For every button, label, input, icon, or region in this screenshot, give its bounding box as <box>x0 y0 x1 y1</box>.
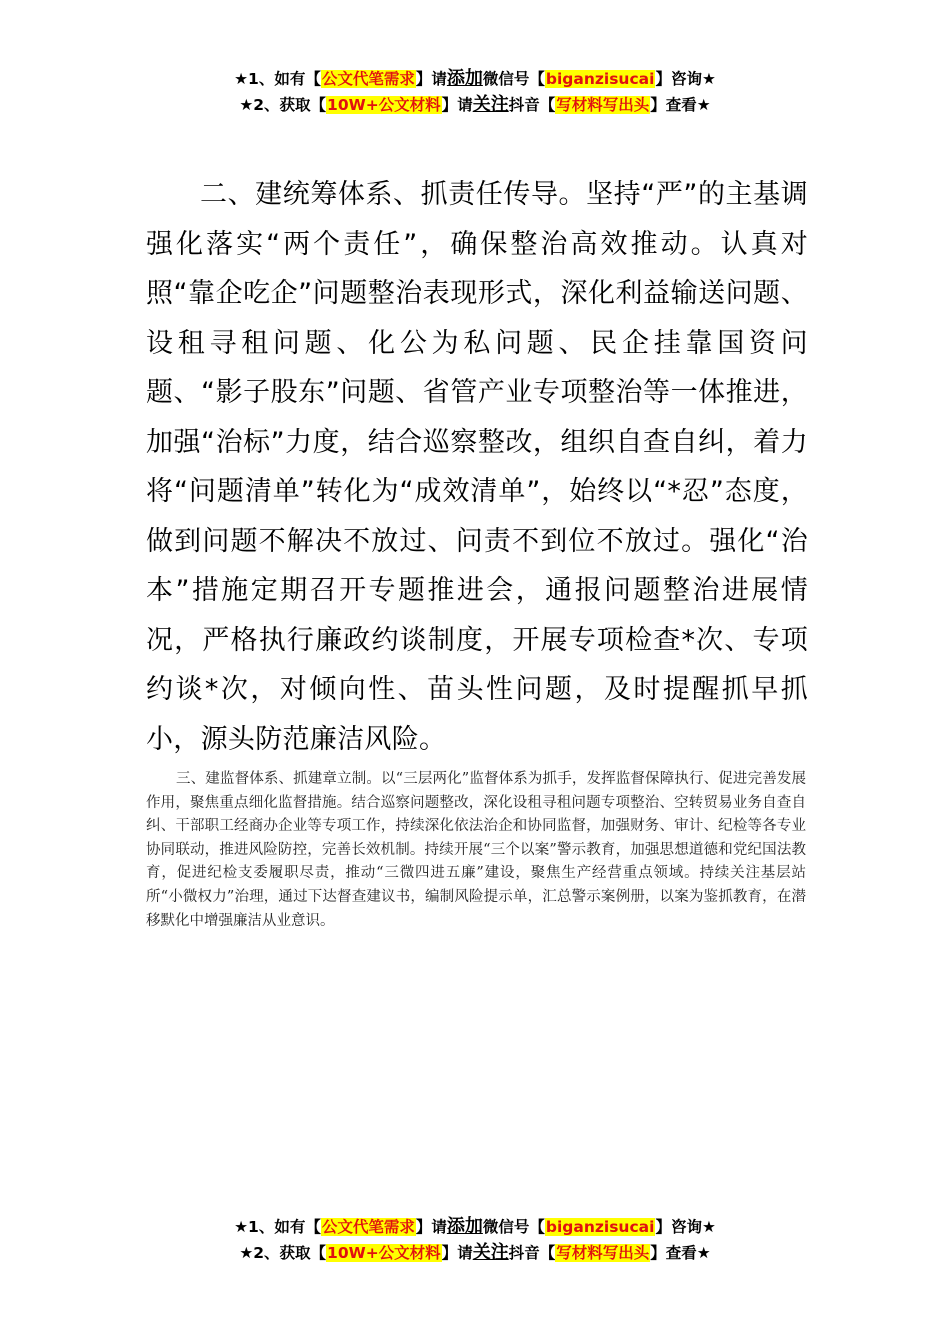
banner-text: ★1、如有【 <box>234 70 321 88</box>
banner-emphasis: 添加 <box>446 68 483 89</box>
banner-highlight: 公文代笔需求 <box>321 1218 415 1236</box>
banner-highlight: 10W+公文材料 <box>327 96 441 114</box>
footer-banner <box>0 1214 950 1266</box>
banner-highlight: 公文代笔需求 <box>321 70 415 88</box>
banner-line-1 <box>0 1214 950 1240</box>
banner-text: 抖音【 <box>508 1244 556 1262</box>
banner-line-2 <box>0 1240 950 1266</box>
banner-text: ★2、获取【 <box>239 96 327 114</box>
banner-emphasis: 关注 <box>472 94 509 115</box>
banner-highlight: biganzisucai <box>545 1218 655 1236</box>
header-banner <box>0 66 950 118</box>
banner-text: 】请 <box>415 1218 447 1236</box>
banner-text: 】请 <box>415 70 447 88</box>
banner-text: 】查看★ <box>650 96 711 114</box>
banner-highlight: biganzisucai <box>545 70 655 88</box>
banner-highlight: 10W+公文材料 <box>327 1244 441 1262</box>
banner-highlight: 写材料写出头 <box>556 1244 650 1262</box>
banner-text: 】请 <box>441 96 473 114</box>
banner-text: ★1、如有【 <box>234 1218 321 1236</box>
banner-line-2 <box>0 92 950 118</box>
banner-text: 】咨询★ <box>655 70 716 88</box>
banner-line-1 <box>0 66 950 92</box>
banner-text: 微信号【 <box>482 1218 545 1236</box>
banner-text: ★2、获取【 <box>239 1244 327 1262</box>
section-2-paragraph: 二、建统筹体系、抓责任传导。坚持“严”的主基调强化落实“两个责任”，确保整治高效推动。认真对照“靠企吃企”问题整治表现形式，深化利益输送问题、设租寻租问题、化公为私问题、民企挂靠国资问题、“影子股东”问题、省管产业专项整治等一体推进，加强“治标”力度，结合巡察整改，组织自查自纠，着力将“问题清单”转化为“成效清单”，始终以“*忍”态度，做到问题不解决不放过、问责不到位不放过。强化“治本”措施定期召开专题推进会，通报问题整治进展情况，严格执行廉政约谈制度，开展专项检查*次、专项约谈*次，对倾向性、苗头性问题，及时提醒抓早抓小，源头防范廉洁风险。 <box>146 179 808 755</box>
banner-text: 抖音【 <box>508 96 556 114</box>
banner-highlight: 写材料写出头 <box>556 96 650 114</box>
banner-emphasis: 添加 <box>446 1216 483 1237</box>
section-3-paragraph: 三、建监督体系、抓建章立制。以“三层两化”监督体系为抓手，发挥监督保障执行、促进完善发展作用，聚焦重点细化监督措施。结合巡察问题整改，深化设租寻租问题专项整治、空转贸易业务自查自纠、干部职工经商办企业等专项工作，持续深化依法治企和协同监督，加强财务、审计、纪检等各专业协同联动，推进风险防控，完善长效机制。持续开展“三个以案”警示教育，加强思想道德和党纪国法教育，促进纪检支委履职尽责，推动“三微四进五廉”建设，聚焦生产经营重点领域。持续关注基层站所“小微权力”治理，通过下达督查建议书，编制风险提示单，汇总警示案例册，以案为鉴抓教育，在潜移默化中增强廉洁从业意识。 <box>146 771 806 929</box>
banner-text: 】查看★ <box>650 1244 711 1262</box>
banner-text: 】咨询★ <box>655 1218 716 1236</box>
banner-text: 】请 <box>441 1244 473 1262</box>
banner-text: 微信号【 <box>482 70 545 88</box>
banner-emphasis: 关注 <box>472 1242 509 1263</box>
